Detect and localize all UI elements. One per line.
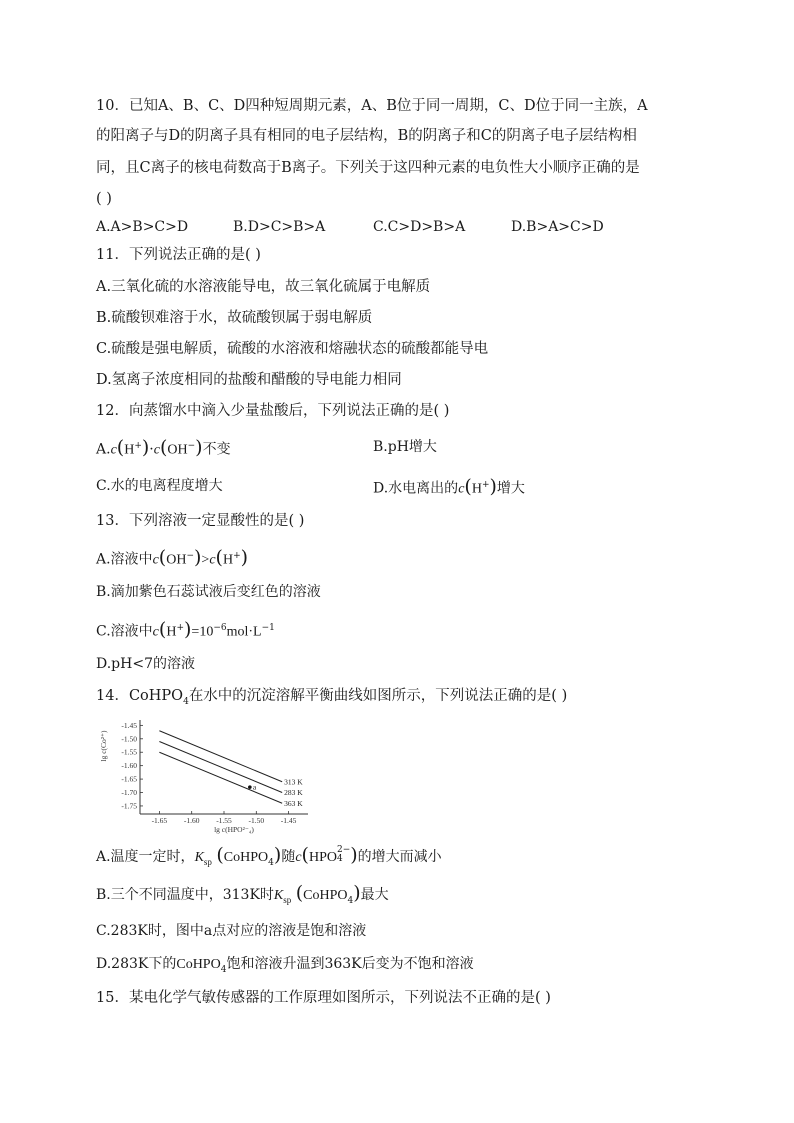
q12-option-c: C.水的电离程度增大 bbox=[96, 478, 223, 494]
y-tick-label: -1.75 bbox=[121, 801, 137, 811]
q12-option-d: D.水电离出的c(H+)增大 bbox=[373, 475, 525, 498]
solubility-chart bbox=[96, 716, 316, 834]
y-tick-label: -1.60 bbox=[121, 761, 137, 771]
y-tick-label: -1.70 bbox=[121, 788, 137, 798]
q11-stem: 11．下列说法正确的是( ) bbox=[96, 247, 261, 263]
y-tick-label: -1.45 bbox=[121, 720, 137, 730]
chart-svg bbox=[96, 716, 316, 834]
q14-option-a: A.温度一定时，$K_{sp}$ (CoHPO$_4$)随c(HPO 2− 4 )的增大而减小 bbox=[96, 844, 442, 868]
x-tick-label: -1.50 bbox=[248, 816, 265, 825]
x-tick-label: -1.45 bbox=[280, 816, 297, 825]
q11-option-c: C.硫酸是强电解质，硫酸的水溶液和熔融状态的硫酸都能导电 bbox=[96, 341, 489, 357]
y-tick-label: -1.55 bbox=[121, 747, 137, 757]
q10-option-a: A.A>B>C>D bbox=[96, 219, 189, 235]
q14-option-b: B.三个不同温度中，313K时$K_{sp}$ (CoHPO$_4$)最大 bbox=[96, 882, 389, 906]
q10-stem-line4: ( ) bbox=[96, 191, 112, 207]
point-a bbox=[248, 785, 252, 789]
q10-option-d: D.B>A>C>D bbox=[511, 219, 604, 235]
q15-stem: 15．某电化学气敏传感器的工作原理如图所示，下列说法不正确的是( ) bbox=[96, 990, 551, 1006]
q11-option-a: A.三氧化硫的水溶液能导电，故三氧化硫属于电解质 bbox=[96, 279, 431, 295]
q13-option-b: B.滴加紫色石蕊试液后变红色的溶液 bbox=[96, 584, 321, 600]
x-tick-label: -1.60 bbox=[183, 816, 200, 825]
q14-option-d: D.283K下的CoHPO$_4$饱和溶液升温到363K后变为不饱和溶液 bbox=[96, 956, 474, 975]
q13-stem: 13．下列溶液一定显酸性的是( ) bbox=[96, 513, 305, 529]
q14-stem: 14．CoHPO$_4$在水中的沉淀溶解平衡曲线如图所示，下列说法正确的是( ) bbox=[96, 688, 568, 707]
q12-stem: 12．向蒸馏水中滴入少量盐酸后，下列说法正确的是( ) bbox=[96, 403, 450, 419]
q12-option-b: B.pH增大 bbox=[373, 439, 437, 455]
q11-option-b: B.硫酸钡难溶于水，故硫酸钡属于弱电解质 bbox=[96, 310, 373, 326]
y-tick-label: -1.50 bbox=[121, 734, 137, 744]
series-label: 363 K bbox=[284, 798, 303, 808]
y-tick-label: -1.65 bbox=[121, 774, 137, 784]
q10-option-c: C.C>D>B>A bbox=[373, 219, 466, 235]
q13-option-c: C.溶液中$c(H^+)=10^{-6}mol\cdot L^{-1}$ bbox=[96, 618, 275, 641]
q10-stem-line1: 10．已知A、B、C、D四种短周期元素，A、B位于同一周期，C、D位于同一主族，A bbox=[96, 98, 648, 114]
series-label: 283 K bbox=[284, 788, 303, 798]
q13-option-d: D.pH<7的溶液 bbox=[96, 656, 195, 672]
series-label: 313 K bbox=[284, 777, 303, 787]
x-tick-label: -1.65 bbox=[151, 816, 168, 825]
q10-stem-line3: 同，且C离子的核电荷数高于B离子。下列关于这四种元素的电负性大小顺序正确的是 bbox=[96, 160, 640, 176]
q12-option-a: A.c(H+)·c(OH−)不变 bbox=[96, 436, 231, 459]
q10-stem-line2: 的阳离子与D的阴离子具有相同的电子层结构，B的阴离子和C的阴离子电子层结构相 bbox=[96, 128, 637, 144]
q13-option-a: A.溶液中c(OH−)>c(H+) bbox=[96, 546, 249, 569]
point-label: a bbox=[252, 782, 257, 792]
x-tick-label: -1.55 bbox=[216, 816, 232, 825]
q11-option-d: D.氢离子浓度相同的盐酸和醋酸的导电能力相同 bbox=[96, 372, 402, 388]
y-axis-label: lg c(Co²⁺) bbox=[99, 730, 108, 762]
q14-option-c: C.283K时，图中a点对应的溶液是饱和溶液 bbox=[96, 923, 367, 939]
q10-option-b: B.D>C>B>A bbox=[233, 219, 326, 235]
x-axis-label: lg c(HPO²⁻₄) bbox=[214, 825, 254, 834]
